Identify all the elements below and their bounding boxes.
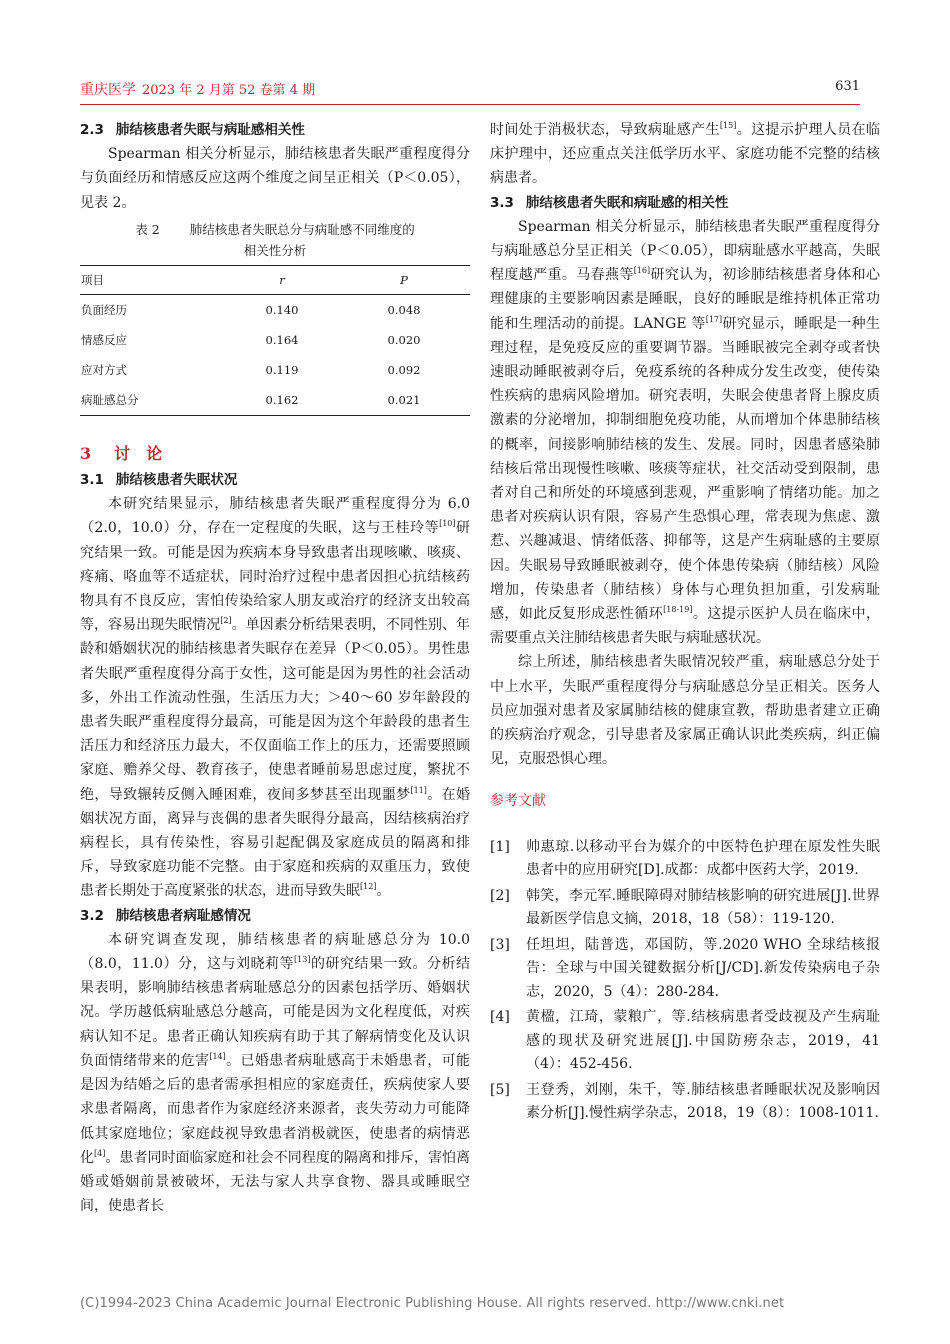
page-header (80, 79, 860, 99)
reference-text: 任坦坦，陆普选，邓国防，等.2020 WHO 全球结核报告：全球与中国关键数据分析[J/CD].新发传染病电子杂志，2020，5（4）：280-284. (526, 936, 880, 1000)
table-row (80, 325, 470, 355)
section-2-3-heading: 2.3 肺结核患者失眠与病耻感相关性 (80, 122, 305, 138)
reference-number: [5] (490, 1081, 510, 1098)
section-3-2-continued: 时间处于消极状态，导致病耻感产生[15]。这提示护理人员在临床护理中，还应重点关注低学历水平、家庭功能不完整的结核病患者。 (490, 121, 881, 187)
table-row (80, 355, 470, 385)
citation: [17] (705, 314, 723, 324)
table-number: 表 2 (135, 221, 160, 237)
reference-number: [1] (490, 838, 510, 855)
table-2 (80, 265, 470, 416)
citation: [2] (220, 616, 232, 626)
row-item: 应对方式 (81, 362, 127, 377)
row-r: 0.164 (265, 332, 299, 347)
summary-paragraph: 综上所述，肺结核患者失眠情况较严重，病耻感总分处于中上水平，失眠严重程度得分与病耻感总分呈正相关。医务人员应加强对患者及家属肺结核的健康宣教，帮助患者建立正确的疾病治疗观念，引导患者及家属正确认识此类疾病，纠正偏见，克服恐惧心理。 (490, 654, 880, 768)
reference-text: 帅惠琼.以移动平台为媒介的中医特色护理在原发性失眠患者中的应用研究[D].成都：成都中医药大学，2019. (526, 838, 880, 879)
reference-item (490, 1079, 880, 1126)
section-3-1-heading: 3.1 肺结核患者失眠状况 (80, 472, 238, 489)
citation: [10] (439, 519, 456, 529)
copyright-footer: (C)1994-2023 China Academic Journal Electronic Publishing House. All rights reserved. http://www.cnki.net (80, 1296, 785, 1311)
citation: [16] (633, 266, 651, 276)
citation: [15] (719, 121, 737, 130)
left-column (80, 118, 470, 1218)
citation: [14] (209, 1051, 226, 1061)
reference-item (490, 836, 880, 883)
reference-item (490, 1006, 880, 1077)
row-item: 情感反应 (81, 332, 127, 347)
row-p: 0.092 (387, 362, 421, 377)
row-p: 0.048 (387, 302, 421, 317)
reference-text: 王登秀，刘刚，朱千，等.肺结核患者睡眠状况及影响因素分析[J].慢性病学杂志，2018，19（8）：1008-1011. (526, 1081, 880, 1122)
right-column (490, 118, 880, 1128)
reference-number: [4] (490, 1009, 510, 1026)
row-p: 0.021 (338, 385, 470, 416)
section-3-2-heading: 3.2 肺结核患者病耻感情况 (80, 907, 251, 924)
row-p: 0.020 (387, 332, 421, 347)
section-3-1-paragraph: 本研究结果显示，肺结核患者失眠严重程度得分为 6.0（2.0，10.0）分，存在一定程度的失眠，这与王桂玲等[10]研究结果一致。可能是因为疾病本身导致患者出现咳嗽、咳痰、疼痛、咯血等不适症状，同时治疗过程中患者因担心抗结核药物具有不良反应，害怕传染给家人朋友或治疗的经济支出较高等，容易出现失眠情况[2]。单因素分析结果表明，不同性别、年龄和婚姻状况的肺结核患者失眠存在差异（P＜0.05）。男性患者失眠严重程度得分高于女性，这可能是因为男性的社会活动多，外出工作流动性强，生活压力大；＞40～60 岁年龄段的患者失眠严重程度得分最高，可能是因为这个年龄段的患者生活压力和经济压力最大，不仅面临工作上的压力，还需要照顾家庭、赡养父母、教育孩子，使患者睡前易思虑过度，繁扰不绝，导致辗转反侧入睡困难，夜间多梦甚至出现噩梦[11]。在婚姻状况方面，离异与丧偶的患者失眠得分最高，因结核病治疗病程长，具有传染性，容易引起配偶及家庭成员的隔离和排斥，导致家庭功能不完整。由于家庭和疾病的双重压力，致使患者长期处于高度紧张的状态，进而导致失眠[12]。 (80, 496, 471, 900)
reference-text: 黄楹，江琦，蒙粮广，等.结核病患者受歧视及产生病耻感的现状及研究进展[J].中国防痨杂志，2019，41（4）：452-456. (526, 1009, 880, 1073)
row-r: 0.119 (265, 362, 299, 377)
row-r: 0.162 (226, 385, 338, 416)
col-header-r: r (226, 265, 338, 294)
table-row (80, 294, 470, 325)
reference-text: 韩笑，李元军.睡眠障碍对肺结核影响的研究进展[J].世界最新医学信息文摘，2018，18（58）：119-120. (526, 887, 880, 928)
reference-number: [3] (490, 936, 510, 953)
section-2-3-paragraph: Spearman 相关分析显示，肺结核患者失眠严重程度得分与负面经历和情感反应这两个维度之间呈正相关（P＜0.05），见表 2。 (80, 146, 470, 211)
col-header-p: P (338, 265, 470, 294)
col-header-item: 项目 (80, 265, 226, 294)
section-3-3-heading: 3.3 肺结核患者失眠和病耻感的相关性 (490, 194, 729, 211)
reference-item (490, 885, 880, 932)
row-item: 病耻感总分 (80, 385, 226, 416)
header-rule (80, 104, 860, 105)
section-3-heading: 3 讨论 (80, 443, 179, 463)
row-r: 0.140 (265, 302, 299, 317)
citation: [12] (360, 882, 377, 892)
references-title: 参考文献 (490, 793, 546, 810)
reference-list (490, 836, 880, 1126)
citation: [4] (94, 1148, 106, 1158)
reference-number: [2] (490, 887, 510, 904)
row-item: 负面经历 (81, 302, 127, 317)
table-2-caption: 表 2 肺结核患者失眠总分与病耻感不同维度的 相关性分析 (135, 221, 415, 258)
citation: [13] (294, 955, 311, 965)
table-row (80, 385, 470, 416)
citation: [18-19] (663, 605, 693, 615)
citation: [11] (410, 785, 427, 795)
section-3-2-paragraph: 本研究调查发现，肺结核患者的病耻感总分为 10.0（8.0，11.0）分，这与刘晓莉等[13]的研究结果一致。分析结果表明，影响肺结核患者病耻感总分的因素包括学历、婚姻状况。学历越低病耻感总分越高，可能是因为文化程度低，对疾病认知不足。患者正确认知疾病有助于其了解病情变化及认识负面情绪带来的危害[14]。已婚患者病耻感高于未婚患者，可能是因为结婚之后的患者需承担相应的家庭责任，疾病使家人要求患者隔离，而患者作为家庭经济来源者，丧失劳动力可能降低其家庭地位；家庭歧视导致患者消极就医，使患者的病情恶化[4]。患者同时面临家庭和社会不同程度的隔离和排斥，害怕离婚或婚姻前景被破坏，无法与家人共享食物、器具或睡眠空间，使患者长 (80, 931, 471, 1215)
journal-name: 重庆医学 (80, 82, 136, 98)
journal-issue: 2023 年 2 月第 52 卷第 4 期 (142, 83, 316, 98)
table-header-row (80, 265, 470, 294)
page-number: 631 (835, 79, 860, 94)
reference-item (490, 934, 880, 1005)
section-3-3-paragraph: Spearman 相关分析显示，肺结核患者失眠严重程度得分与病耻感总分呈正相关（P＜0.05），即病耻感水平越高，失眠程度越严重。马春燕等[16]研究认为，初诊肺结核患者身体和心理健康的主要影响因素是睡眠，良好的睡眠是维持机体正常功能和生理活动的前提。LANGE 等[17]研究显示，睡眠是一种生理过程，是免疫反应的重要调节器。当睡眠被完全剥夺或者快速眼动睡眠被剥夺后，免疫系统的各种成分发生改变，使传染性疾病的患病风险增加。研究表明，失眠会使患者肾上腺皮质激素的分泌增加，抑制细胞免疫功能，从而增加个体患肺结核的概率，间接影响肺结核的发生、发展。同时，因患者感染肺结核后常出现慢性咳嗽、咳痰等症状，社交活动受到限制，患者对自己和所处的环境感到悲观，严重影响了情绪功能。加之患者对疾病认识有限，容易产生恐惧心理，常表现为焦虑、激惹、兴趣减退、情绪低落、抑郁等，这是产生病耻感的主要原因。失眠易导致睡眠被剥夺，使个体患传染病（肺结核）风险增加，传染患者（肺结核）身体与心理负担加重，引发病耻感，如此反复形成恶性循环[18-19]。这提示医护人员在临床中，需要重点关注肺结核患者失眠与病耻感状况。 (490, 218, 881, 647)
